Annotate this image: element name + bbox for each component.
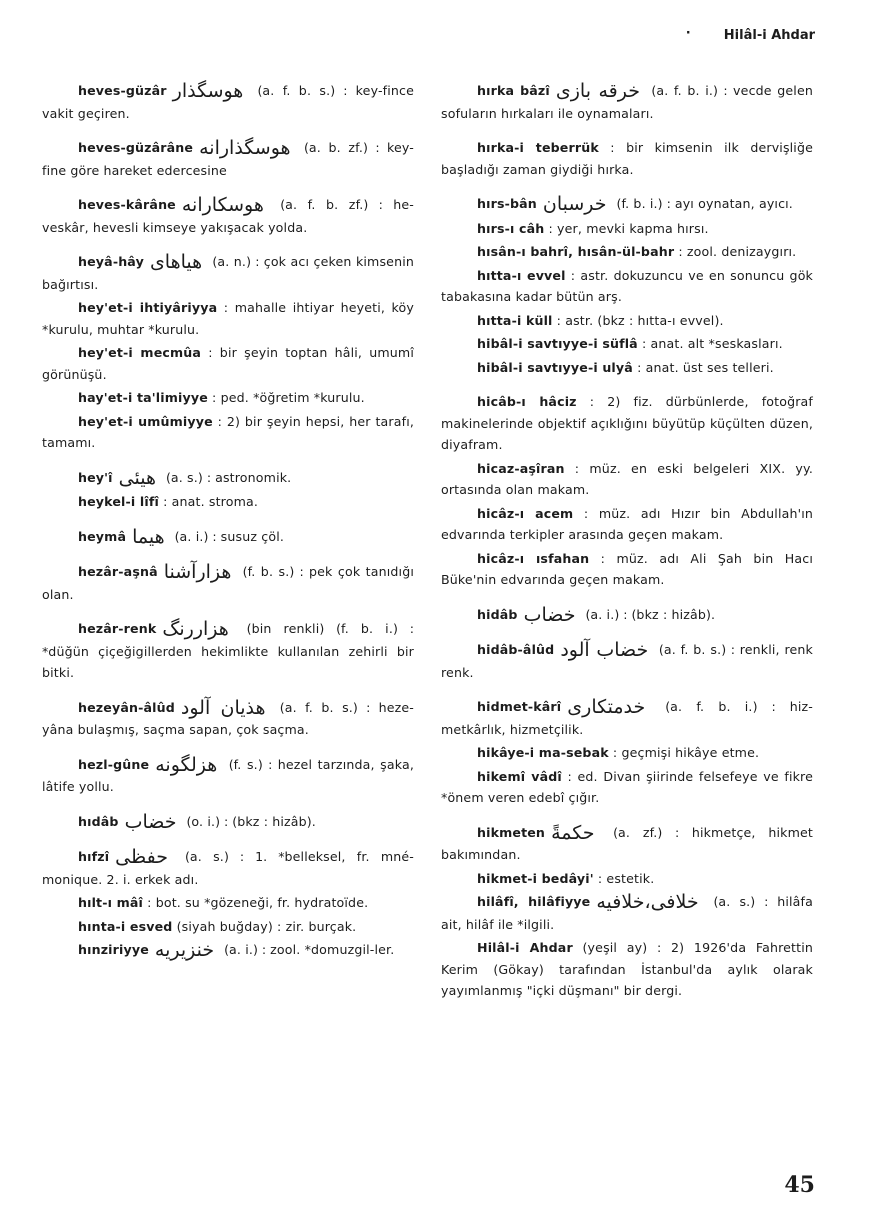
entry-headword: Hilâl-i Ahdar — [477, 940, 573, 955]
entry-headword: hikmet-i bedâyi' — [477, 870, 594, 886]
entry-headword: hezl-gûne — [78, 756, 150, 772]
dictionary-entry — [42, 467, 414, 490]
dictionary-entry — [441, 310, 813, 332]
dictionary-entry — [42, 411, 414, 454]
entry-definition: : ped. *öğretim *kurulu. — [207, 390, 365, 405]
dictionary-entry — [42, 697, 414, 741]
dictionary-entry — [441, 766, 813, 809]
entry-definition: (a. i.) : susuz çöl. — [170, 528, 285, 544]
dictionary-entry — [42, 80, 414, 124]
left-column — [42, 80, 414, 975]
entry-headword: hıtta-ı evvel — [477, 267, 566, 283]
entry-definition: (f. b. s.) : pek çok tanıdığı olan. — [42, 564, 414, 602]
entry-definition: (a. i.) : zool. *domuzgil-ler. — [220, 942, 395, 957]
entry-definition: (f. s.) : hezel tarzında, şaka, lâtife yollu. — [42, 756, 414, 794]
entry-headword: hırka-i teberrük — [477, 140, 599, 155]
entry-definition: (a. f. b. i.) : vecde gelen sofuların hırkaları ile oynamaları. — [441, 83, 813, 121]
entry-definition: (a. s.) : 1. *belleksel, fr. mné-monique. 2. i. erkek adı. — [42, 849, 414, 887]
dictionary-entry — [441, 604, 813, 627]
entry-arabic-script: هزاررنگ — [162, 618, 229, 640]
entry-definition: : anat. alt *seskasları. — [637, 336, 783, 351]
dictionary-entry — [42, 297, 414, 340]
entry-headword: hidâb-âlûd — [477, 642, 555, 657]
entry-definition: : astr. dokuzuncu ve en sonuncu gök tabakasına kadar bütün arş. — [441, 267, 813, 304]
entry-headword: hılt-ı mâî — [78, 895, 143, 910]
running-head-title: Hilâl-i Ahdar — [723, 28, 815, 43]
entry-headword: hicâz-ı acem — [477, 505, 574, 521]
entry-arabic-script: خضاب — [124, 810, 177, 833]
dictionary-entry — [441, 503, 813, 546]
entry-headword: hınziriyye — [78, 942, 149, 957]
dictionary-entry — [42, 892, 414, 914]
entry-definition: (a. f. b. s.) : key-fince vakit geçiren. — [42, 83, 414, 121]
dictionary-entry — [42, 491, 414, 513]
entry-arabic-script: هزلگونه — [155, 753, 218, 776]
entry-headword: hey'et-i ihtiyâriyya — [78, 300, 218, 315]
entry-headword: hikâye-i ma-sebak — [477, 745, 609, 760]
entry-definition: (a. f. b. s.) : renkli, renk renk. — [441, 642, 813, 680]
entry-definition: : zool. denizaygırı. — [674, 244, 797, 259]
entry-definition: : mahalle ihtiyar heyeti, köy *kurulu, muhtar *kurulu. — [42, 300, 415, 337]
entry-definition: : bir kimsenin ilk dervişliğe başladığı zaman giydiği hırka. — [441, 140, 813, 177]
dictionary-entry — [441, 357, 813, 379]
dictionary-entry — [441, 937, 813, 1002]
entry-arabic-script: حكمةً — [551, 821, 595, 844]
entry-headword: hıfzî — [78, 849, 110, 864]
entry-definition: : astr. (bkz : hıtta-ı evvel). — [552, 312, 724, 328]
entry-headword: hezâr-renk — [78, 621, 157, 636]
dictionary-entry — [441, 868, 813, 890]
entry-definition: : müz. adı Hızır bin Abdullah'ın edvarında terkipler arasında geçen makam. — [441, 505, 813, 542]
entry-definition: (a. b. zf.) : key-fine göre hareket edercesine — [42, 140, 414, 178]
dictionary-entry — [441, 822, 813, 866]
entry-definition: (a. f. b. s.) : heze-yâna bulaşmış, saçma sapan, çok saçma. — [42, 699, 414, 737]
entry-arabic-script: هوسكارانه — [181, 194, 264, 216]
dictionary-entry — [42, 194, 414, 238]
entry-definition: (f. b. i.) : ayı oynatan, ayıcı. — [612, 196, 793, 211]
dictionary-entry — [441, 137, 813, 180]
dictionary-entry — [42, 846, 414, 890]
entry-definition: (a. s.) : astronomik. — [161, 469, 292, 485]
dictionary-entry — [441, 218, 813, 240]
entry-arabic-script: خضاب آلود — [560, 639, 649, 661]
entry-arabic-script: هياهاى — [149, 251, 203, 273]
entry-definition: : müz. adı Ali Şah bin Hacı Büke'nin edvarında geçen makam. — [441, 550, 813, 587]
entry-definition: : anat. stroma. — [158, 494, 259, 509]
entry-headword: hay'et-i ta'limiyye — [78, 390, 208, 405]
dictionary-entry — [441, 193, 813, 216]
entry-arabic-script: خضاب — [523, 603, 576, 626]
dictionary-entry — [42, 137, 414, 181]
entry-headword: hibâl-i savtıyye-i süflâ — [477, 336, 638, 351]
entry-arabic-script: هيئى — [118, 466, 156, 489]
dictionary-entry — [441, 891, 813, 935]
entry-headword: hırs-bân — [477, 196, 537, 211]
entry-headword: hibâl-i savtıyye-i ulyâ — [477, 359, 633, 375]
dictionary-entry — [42, 811, 414, 834]
dictionary-entry — [441, 639, 813, 683]
entry-headword: hısân-ı bahrî, hısân-ül-bahr — [477, 244, 675, 259]
entry-arabic-script: هوسگذار — [172, 80, 244, 102]
dictionary-entry — [441, 241, 813, 263]
entry-headword: hınta-i esved — [78, 918, 173, 934]
entry-headword: hırka bâzî — [477, 83, 550, 98]
entry-definition: (siyah buğday) : zir. burçak. — [172, 918, 357, 934]
entry-headword: heves-güzâr — [78, 83, 167, 98]
right-column — [441, 80, 813, 1015]
entry-headword: hey'et-i mecmûa — [78, 345, 202, 360]
dictionary-entry — [42, 251, 414, 295]
entry-headword: hidâb — [477, 606, 518, 622]
dictionary-entry — [441, 742, 813, 764]
entry-definition: : bir şeyin toptan hâli, umumî görünüşü. — [42, 345, 414, 382]
entry-definition: (o. i.) : (bkz : hizâb). — [182, 813, 316, 829]
dictionary-entry — [441, 80, 813, 124]
dictionary-entry — [42, 342, 414, 385]
entry-definition: : 2) bir şeyin hepsi, her tarafı, tamamı. — [42, 413, 414, 450]
entry-arabic-script: خدمتكارى — [567, 696, 646, 718]
entry-headword: hezeyân-âlûd — [78, 699, 175, 715]
entry-definition: : estetik. — [593, 870, 655, 886]
dictionary-entry — [441, 391, 813, 456]
header-dot: · — [685, 26, 691, 41]
entry-arabic-script: هزارآشنا — [163, 561, 232, 583]
dictionary-entry — [42, 618, 414, 684]
entry-headword: heves-güzârâne — [78, 140, 194, 155]
entry-arabic-script: هذيان آلود — [180, 696, 266, 719]
entry-definition: (yeşil ay) : 2) 1926'da Fahrettin Kerim (Gökay) tarafından İstanbul'da aylık olarak yayımlanmış "içki düşmanı" bir dergi. — [441, 940, 813, 998]
dictionary-entry — [42, 754, 414, 798]
entry-headword: heyâ-hây — [78, 254, 144, 269]
entry-headword: hikemî vâdî — [477, 768, 562, 784]
dictionary-entry — [42, 526, 414, 549]
entry-definition: : geçmişi hikâye etme. — [608, 745, 760, 760]
entry-arabic-script: خرقه بازى — [555, 80, 640, 102]
entry-headword: hikmeten — [477, 824, 546, 840]
entry-definition: : ed. Divan şiirinde felsefeye ve fikre *önem veren edebî çığır. — [441, 768, 813, 805]
dictionary-entry — [42, 387, 414, 409]
entry-definition: : müz. en eski belgeleri XIX. yy. ortasında olan makam. — [441, 460, 813, 497]
entry-definition: : anat. üst ses telleri. — [632, 359, 774, 375]
entry-definition: : yer, mevki kapma hırsı. — [544, 220, 709, 236]
entry-arabic-script: خرسبان — [542, 193, 607, 215]
dictionary-entry — [42, 939, 414, 962]
entry-definition: (a. f. b. i.) : hiz-metkârlık, hizmetçilik. — [441, 699, 813, 737]
entry-headword: hey'et-i umûmiyye — [78, 413, 213, 429]
entry-definition: : bot. su *gözeneği, fr. hydratoïde. — [143, 895, 369, 910]
entry-headword: heykel-i lîfî — [78, 494, 159, 509]
entry-headword: hilâfî, hilâfiyye — [477, 894, 591, 909]
entry-headword: hırs-ı câh — [477, 220, 545, 236]
entry-definition: (a. zf.) : hikmetçe, hikmet bakımından. — [441, 824, 813, 862]
dictionary-entry — [441, 696, 813, 740]
entry-headword: heves-kârâne — [78, 197, 176, 212]
entry-headword: hicâb-ı hâciz — [477, 394, 577, 409]
dictionary-entry — [441, 265, 813, 308]
entry-headword: hıdâb — [78, 813, 119, 829]
dictionary-entry — [42, 916, 414, 938]
entry-definition: (a. i.) : (bkz : hizâb). — [581, 606, 715, 622]
entry-arabic-script: هيما — [132, 525, 165, 548]
dictionary-entry — [441, 548, 813, 591]
entry-headword: hicâz-ı ısfahan — [477, 550, 590, 566]
entry-arabic-script: خلافى،خلافيه — [596, 891, 699, 913]
dictionary-entry — [42, 561, 414, 605]
entry-headword: hidmet-kârî — [477, 699, 562, 714]
dictionary-entry — [441, 333, 813, 355]
entry-definition: (bin renkli) (f. b. i.) : *düğün çiçeğigillerden hekimlikte kullanılan zehirli bir bitki. — [42, 621, 414, 680]
entry-definition: : 2) fiz. dürbünlerde, fotoğraf makinelerinde objektif açıklığını büyütüp küçülten düzen, diyafram. — [441, 394, 813, 452]
running-head — [685, 26, 815, 43]
entry-arabic-script: حفظى — [115, 846, 168, 868]
entry-headword: hıtta-i küll — [477, 312, 553, 328]
entry-arabic-script: هوسگذارانه — [199, 137, 291, 159]
entry-headword: hicaz-aşîran — [477, 460, 565, 476]
entry-definition: (a. s.) : hilâfa ait, hilâf ile *ilgili. — [441, 894, 813, 932]
dictionary-entry — [441, 458, 813, 501]
entry-definition: (a. f. b. zf.) : he-veskâr, hevesli kimseye yakışacak yolda. — [42, 197, 414, 235]
entry-definition: (a. n.) : çok acı çeken kimsenin bağırtısı. — [42, 254, 414, 292]
page-number: 45 — [784, 1172, 815, 1198]
entry-headword: hezâr-aşnâ — [78, 564, 158, 579]
entry-headword: hey'î — [78, 469, 113, 485]
entry-arabic-script: خنزيريه — [154, 939, 215, 961]
entry-headword: heymâ — [78, 528, 127, 544]
